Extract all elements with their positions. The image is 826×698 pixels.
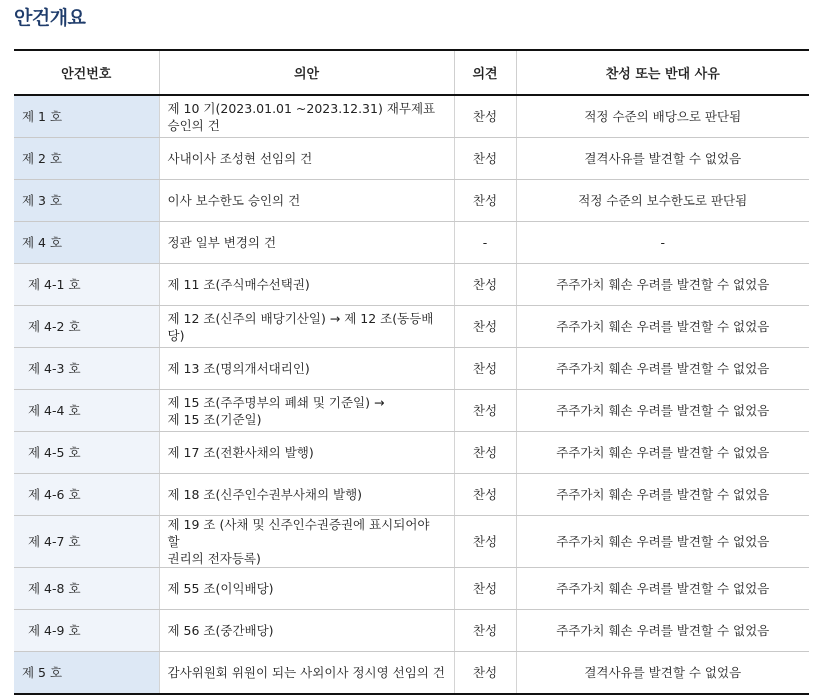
table-row xyxy=(14,610,809,652)
reason-cell: 주주가치 훼손 우려를 발견할 수 없었음 xyxy=(516,390,809,432)
agenda-title-line: 제 12 조(신주의 배당기산일) → 제 12 조(동등배당) xyxy=(167,310,434,343)
agenda-title-cell xyxy=(159,95,454,138)
agenda-number-cell: 제 4-3 호 xyxy=(14,348,159,390)
agenda-title-line: 제 15 조(기준일) xyxy=(167,411,262,427)
opinion-cell: 찬성 xyxy=(454,348,516,390)
opinion-cell: 찬성 xyxy=(454,432,516,474)
agenda-number-cell: 제 1 호 xyxy=(14,95,159,138)
agenda-title-line: 제 11 조(주식매수선택권) xyxy=(167,277,310,292)
table-row xyxy=(14,432,809,474)
table-row xyxy=(14,474,809,516)
opinion-cell: 찬성 xyxy=(454,652,516,695)
agenda-title-cell xyxy=(159,180,454,222)
reason-cell: 주주가치 훼손 우려를 발견할 수 없었음 xyxy=(516,348,809,390)
agenda-title-line: 이사 보수한도 승인의 건 xyxy=(167,193,301,208)
table-row xyxy=(14,264,809,306)
agenda-title-cell xyxy=(159,390,454,432)
reason-cell: 주주가치 훼손 우려를 발견할 수 없었음 xyxy=(516,610,809,652)
opinion-cell: 찬성 xyxy=(454,138,516,180)
agenda-title-cell xyxy=(159,348,454,390)
agenda-number-cell: 제 2 호 xyxy=(14,138,159,180)
reason-cell: - xyxy=(516,222,809,264)
reason-cell: 적정 수준의 배당으로 판단됨 xyxy=(516,95,809,138)
agenda-title-line: 감사위원회 위원이 되는 사외이사 정시영 선임의 건 xyxy=(167,665,445,680)
opinion-cell: 찬성 xyxy=(454,306,516,348)
agenda-table xyxy=(14,49,809,695)
opinion-cell: 찬성 xyxy=(454,180,516,222)
agenda-number-cell: 제 4-2 호 xyxy=(14,306,159,348)
agenda-number-cell: 제 4-1 호 xyxy=(14,264,159,306)
opinion-cell: 찬성 xyxy=(454,610,516,652)
header-reason: 찬성 또는 반대 사유 xyxy=(516,50,809,95)
table-row xyxy=(14,348,809,390)
table-row xyxy=(14,306,809,348)
opinion-cell: 찬성 xyxy=(454,390,516,432)
table-row xyxy=(14,180,809,222)
agenda-number-cell: 제 4-9 호 xyxy=(14,610,159,652)
agenda-title-line: 권리의 전자등록) xyxy=(167,551,261,566)
agenda-title-line: 제 55 조(이익배당) xyxy=(167,581,274,596)
page-title: 안건개요 xyxy=(14,7,86,29)
reason-cell: 결격사유를 발견할 수 없었음 xyxy=(516,138,809,180)
agenda-title-cell xyxy=(159,264,454,306)
table-row xyxy=(14,222,809,264)
opinion-cell: 찬성 xyxy=(454,95,516,138)
table-row xyxy=(14,138,809,180)
table-row xyxy=(14,568,809,610)
agenda-title-line: 제 18 조(신주인수권부사채의 발행) xyxy=(167,487,363,502)
agenda-title-line: 제 13 조(명의개서대리인) xyxy=(167,361,310,376)
agenda-title-line: 제 19 조 (사채 및 신주인수권증권에 표시되어야 할 xyxy=(167,517,430,549)
reason-cell: 주주가치 훼손 우려를 발견할 수 없었음 xyxy=(516,432,809,474)
opinion-cell: 찬성 xyxy=(454,568,516,610)
agenda-number-cell: 제 4-4 호 xyxy=(14,390,159,432)
agenda-number-cell: 제 4-7 호 xyxy=(14,516,159,568)
reason-cell: 결격사유를 발견할 수 없었음 xyxy=(516,652,809,695)
agenda-number-cell: 제 5 호 xyxy=(14,652,159,695)
reason-cell: 주주가치 훼손 우려를 발견할 수 없었음 xyxy=(516,474,809,516)
agenda-title-line: 승인의 건 xyxy=(167,117,220,133)
agenda-title-line: 사내이사 조성현 선임의 건 xyxy=(167,151,313,166)
agenda-title-line: 정관 일부 변경의 건 xyxy=(167,235,277,250)
reason-cell: 적정 수준의 보수한도로 판단됨 xyxy=(516,180,809,222)
reason-cell: 주주가치 훼손 우려를 발견할 수 없었음 xyxy=(516,516,809,568)
agenda-title-line: 제 17 조(전환사채의 발행) xyxy=(167,445,314,460)
opinion-cell: 찬성 xyxy=(454,516,516,568)
header-number: 안건번호 xyxy=(14,50,159,95)
agenda-title-cell xyxy=(159,306,454,348)
agenda-title-cell xyxy=(159,652,454,695)
agenda-title-cell xyxy=(159,432,454,474)
reason-cell: 주주가치 훼손 우려를 발견할 수 없었음 xyxy=(516,306,809,348)
reason-cell: 주주가치 훼손 우려를 발견할 수 없었음 xyxy=(516,568,809,610)
opinion-cell: 찬성 xyxy=(454,264,516,306)
opinion-cell: - xyxy=(454,222,516,264)
agenda-title-line: 제 10 기(2023.01.01 ~2023.12.31) 재무제표 xyxy=(167,100,436,116)
agenda-title-line: 제 15 조(주주명부의 폐쇄 및 기준일) → xyxy=(167,394,385,410)
agenda-number-cell: 제 4-5 호 xyxy=(14,432,159,474)
opinion-cell: 찬성 xyxy=(454,474,516,516)
table-row xyxy=(14,652,809,695)
agenda-title-cell xyxy=(159,222,454,264)
agenda-title-cell xyxy=(159,568,454,610)
agenda-number-cell: 제 4 호 xyxy=(14,222,159,264)
table-row xyxy=(14,95,809,138)
agenda-number-cell: 제 4-6 호 xyxy=(14,474,159,516)
reason-cell: 주주가치 훼손 우려를 발견할 수 없었음 xyxy=(516,264,809,306)
table-row xyxy=(14,516,809,568)
agenda-title-cell xyxy=(159,138,454,180)
agenda-title-cell xyxy=(159,516,454,568)
agenda-title-cell xyxy=(159,610,454,652)
table-header-row xyxy=(14,50,809,95)
agenda-title-cell xyxy=(159,474,454,516)
header-agenda: 의안 xyxy=(159,50,454,95)
header-opinion: 의견 xyxy=(454,50,516,95)
table-row xyxy=(14,390,809,432)
agenda-number-cell: 제 4-8 호 xyxy=(14,568,159,610)
agenda-title-line: 제 56 조(중간배당) xyxy=(167,623,274,638)
agenda-number-cell: 제 3 호 xyxy=(14,180,159,222)
